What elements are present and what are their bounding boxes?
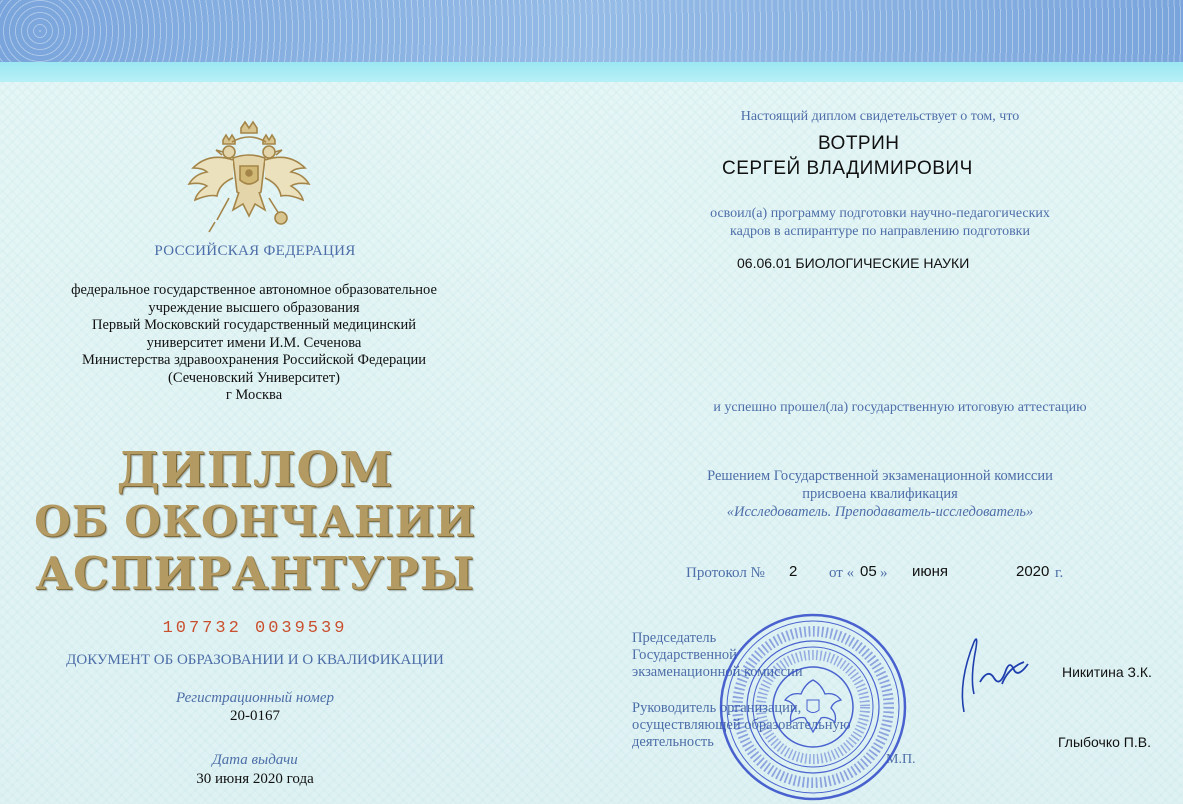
diploma-title xyxy=(0,444,510,600)
protocol-label: Протокол № xyxy=(686,565,765,581)
document-type: ДОКУМЕНТ ОБ ОБРАЗОВАНИИ И О КВАЛИФИКАЦИИ xyxy=(66,652,444,668)
head-line: осуществляющей образовательную xyxy=(632,717,851,733)
decision-line: Решением Государственной экзаменационной комиссии xyxy=(707,468,1053,484)
title-line: ДИПЛОМ xyxy=(116,442,394,498)
chair-line: Председатель xyxy=(632,630,717,646)
decision-line: присвоена квалификация xyxy=(802,486,958,502)
direction-code: 06.06.01 БИОЛОГИЧЕСКИЕ НАУКИ xyxy=(737,255,970,271)
registration-label: Регистрационный номер xyxy=(175,690,334,706)
graduate-given-names: СЕРГЕЙ ВЛАДИМИРОВИЧ xyxy=(722,158,973,179)
seal-place-label: М.П. xyxy=(886,752,916,767)
protocol-month: июня xyxy=(912,563,949,580)
chair-line: Государственной xyxy=(632,647,737,663)
cyan-strip xyxy=(0,62,1183,82)
year-suffix: г. xyxy=(1055,565,1064,581)
institution-line: университет имени И.М. Сеченова xyxy=(146,334,362,351)
country-label: РОССИЙСКАЯ ФЕДЕРАЦИЯ xyxy=(154,243,356,259)
graduate-surname: ВОТРИН xyxy=(818,133,900,154)
title-line: ОБ ОКОНЧАНИИ xyxy=(34,497,476,546)
program-line: освоил(а) программу подготовки научно-педагогических xyxy=(710,206,1050,221)
institution-line: Первый Московский государственный медицинский xyxy=(92,317,416,333)
serial-number: 107732 0039539 xyxy=(162,619,348,638)
institution-block xyxy=(14,282,494,405)
registration-number: 20-0167 xyxy=(230,708,280,724)
official-round-stamp-icon xyxy=(718,612,908,802)
institution-line: учреждение высшего образования xyxy=(148,299,360,316)
decision-block xyxy=(660,467,1100,521)
date-from-label: от « xyxy=(829,565,855,581)
double-headed-eagle-emblem-icon xyxy=(185,118,313,238)
institution-line: г Москва xyxy=(225,387,283,403)
chair-line: экзаменационной комиссии xyxy=(632,664,803,680)
issue-date-label: Дата выдачи xyxy=(212,752,298,768)
institution-line: Министерства здравоохранения Российской Федерации xyxy=(81,352,427,368)
program-text xyxy=(660,205,1100,241)
institution-line: федеральное государственное автономное образовательное xyxy=(71,282,437,298)
chair-name: Никитина З.К. xyxy=(1062,664,1152,680)
protocol-year: 2020 xyxy=(1016,563,1050,580)
head-name: Глыбочко П.В. xyxy=(1058,734,1151,750)
qualification: «Исследователь. Преподаватель-исследователь» xyxy=(726,504,1034,520)
security-pattern-band xyxy=(0,0,1183,62)
head-line: деятельность xyxy=(632,734,714,750)
issue-date: 30 июня 2020 года xyxy=(196,771,314,787)
institution-line: (Сеченовский Университет) xyxy=(168,369,340,386)
certifies-text: Настоящий диплом свидетельствует о том, что xyxy=(740,109,1020,124)
head-line: Руководитель организации, xyxy=(632,700,802,716)
attestation-text: и успешно прошел(ла) государственную итоговую аттестацию xyxy=(713,400,1087,415)
protocol-day: 05 xyxy=(860,563,877,580)
program-line: кадров в аспирантуре по направлению подготовки xyxy=(730,224,1030,239)
protocol-number: 2 xyxy=(789,563,798,580)
title-line: АСПИРАНТУРЫ xyxy=(35,547,475,600)
chair-signature-icon xyxy=(950,632,1040,716)
close-quote: » xyxy=(880,565,888,581)
